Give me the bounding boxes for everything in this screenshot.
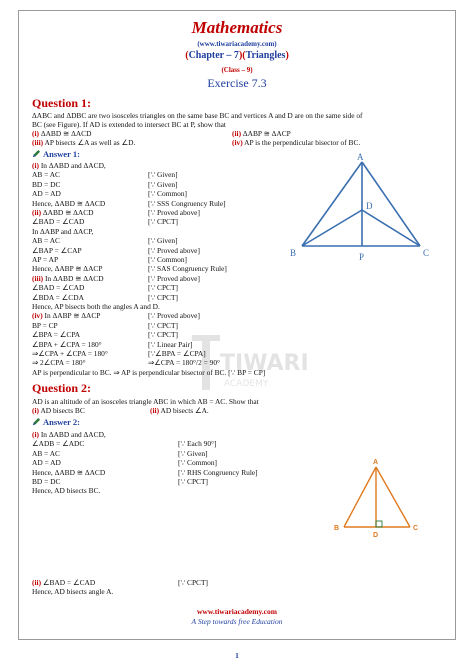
figure-2-label-a: A xyxy=(373,459,379,466)
question-2-text: AD is an altitude of an isosceles triangle ABC in which AB = AC. Show that xyxy=(32,397,259,406)
proof-reason: [∵ Proved above] xyxy=(148,311,200,321)
part-label: (iv) xyxy=(232,138,243,147)
answer-label: Answer 1: xyxy=(43,149,80,159)
proof-statement xyxy=(32,208,93,217)
question-1-heading: Question 1: xyxy=(32,96,92,110)
statement-text: ∠BPA = ∠CPA xyxy=(32,330,81,340)
statement-text: Hence, ΔABD ≅ ΔACD xyxy=(32,467,106,477)
part-label: (iv) xyxy=(32,311,43,321)
statement-text: Hence, AD bisects BC. xyxy=(32,486,101,496)
proof-reason: [∵∠BPA = ∠CPA] xyxy=(148,349,206,358)
statement-text: Hence, ΔABP ≅ ΔACP xyxy=(32,264,103,274)
statement-text: ⇒ 2∠CPA = 180° xyxy=(32,358,86,368)
right-angle-mark xyxy=(376,521,382,527)
statement-text: Hence, AD bisects angle A. xyxy=(32,587,114,597)
proof-statement xyxy=(32,161,106,170)
proof-statement xyxy=(32,340,102,349)
part-text: AP bisects ∠A as well as ∠D. xyxy=(44,138,136,147)
figure-1-label-a: A xyxy=(357,152,364,162)
proof-reason: [∵ Proved above] xyxy=(148,208,200,217)
statement-text: AB = AC xyxy=(32,236,60,246)
proof-reason: [∵ RHS Congruency Rule] xyxy=(178,467,258,477)
proof-reason: [∵ Given] xyxy=(178,448,208,458)
figure-1-label-b: B xyxy=(290,248,297,258)
exercise-heading: Exercise 7.3 xyxy=(207,76,267,90)
statement-text: In ΔABD and ΔACD, xyxy=(38,430,106,439)
proof-statement xyxy=(32,189,61,198)
proof-statement xyxy=(32,236,60,245)
statement-text: ∠BAD = ∠CAD xyxy=(41,578,96,587)
proof-statement xyxy=(32,578,95,587)
proof-statement xyxy=(32,302,160,311)
proof-statement xyxy=(32,255,58,264)
footer-site: www.tiwariacademy.com xyxy=(197,607,277,616)
question-1-part-i xyxy=(32,129,91,138)
question-1-text-line2: BC (see Figure). If AD is extended to intersect BC at P, show that xyxy=(32,120,226,129)
proof-reason: [∵ Given] xyxy=(148,236,178,246)
statement-text: BD = DC xyxy=(32,179,61,189)
answer-label: Answer 2: xyxy=(43,417,80,427)
proof-statement xyxy=(32,587,113,596)
proof-statement xyxy=(32,358,86,367)
part-label: (i) xyxy=(32,129,39,138)
part-label: (i) xyxy=(32,430,39,439)
part-label: (iii) xyxy=(32,138,44,147)
proof-reason: [∵ Linear Pair] xyxy=(148,339,193,349)
line-ab xyxy=(344,467,376,527)
part-text: AP is the perpendicular bisector of BC. xyxy=(244,138,361,147)
answer-1-heading xyxy=(32,149,80,159)
proof-reason: [∵ CPCT] xyxy=(148,283,178,293)
proof-statement xyxy=(32,430,106,439)
proof-statement xyxy=(32,170,60,179)
statement-text: ∠ADB = ∠ADC xyxy=(32,439,85,449)
pencil-icon xyxy=(32,418,41,426)
proof-reason: [∵ Given] xyxy=(148,170,178,180)
statement-text: ΔABD ≅ ΔACD xyxy=(41,208,94,217)
statement-text: ⇒∠CPA + ∠CPA = 180° xyxy=(32,349,108,358)
part-label: (ii) xyxy=(232,129,242,138)
question-1-text-line1: ΔABC and ΔDBC are two isosceles triangles on the same base BC and vertices A and D are on the same side of xyxy=(32,111,363,120)
part-label: (ii) xyxy=(32,578,42,587)
proof-statement xyxy=(32,180,60,189)
proof-statement xyxy=(32,264,102,273)
question-1-part-ii xyxy=(232,129,291,138)
proof-statement xyxy=(32,486,100,495)
proof-statement xyxy=(32,227,93,236)
page-title: Mathematics xyxy=(191,18,283,37)
part-text: ΔABD ≅ ΔACD xyxy=(40,129,92,138)
line-cd xyxy=(362,210,420,246)
statement-text: AB = AC xyxy=(32,170,60,180)
proof-statement xyxy=(32,477,60,486)
proof-reason: [∵ CPCT] xyxy=(148,217,178,227)
chapter-heading xyxy=(0,50,474,61)
proof-statement xyxy=(32,274,104,283)
part-label: (iii) xyxy=(32,273,44,283)
proof-statement xyxy=(32,321,58,330)
statement-text: ∠BAD = ∠CAD xyxy=(32,217,85,227)
figure-2-label-b: B xyxy=(334,525,340,532)
proof-reason: [∵ SSS Congruency Rule] xyxy=(148,198,226,208)
figure-1-triangles xyxy=(282,152,432,264)
watermark-subtext: ACADEMY xyxy=(224,379,269,389)
proof-statement xyxy=(32,283,84,292)
statement-text: ∠BAD = ∠CAD xyxy=(32,283,85,293)
proof-reason: [∵ Proved above] xyxy=(148,245,200,255)
proof-reason: [∵ Common] xyxy=(148,189,187,199)
part-label: (i) xyxy=(32,406,39,415)
statement-text: ∠BAP = ∠CAP xyxy=(32,245,82,255)
proof-statement xyxy=(32,199,105,208)
statement-text: In ΔABP and ΔACP, xyxy=(32,226,94,236)
statement-text: Hence, AP bisects both the angles A and D. xyxy=(32,302,160,311)
proof-statement xyxy=(32,449,60,458)
question-1-part-iii xyxy=(32,138,135,147)
footer-tagline: A Step towards free Education xyxy=(191,617,283,626)
statement-text: Hence, ΔABD ≅ ΔACD xyxy=(32,198,106,208)
proof-reason: [∵ Given] xyxy=(148,179,178,189)
page-number: 1 xyxy=(235,651,239,660)
statement-text: BD = DC xyxy=(32,477,61,486)
chapter-number: Chapter – 7 xyxy=(188,50,239,61)
proof-statement xyxy=(32,439,84,448)
answer-2-heading xyxy=(32,417,80,427)
question-2-part-ii xyxy=(150,406,209,415)
part-label: (ii) xyxy=(32,208,42,217)
class-label: (Class – 9) xyxy=(221,66,253,74)
figure-2-triangle xyxy=(330,455,430,541)
proof-statement xyxy=(32,468,105,477)
proof-statement xyxy=(32,293,84,302)
proof-reason: [∵ Common] xyxy=(178,458,217,468)
proof-reason: [∵ SAS Congruency Rule] xyxy=(148,264,227,274)
line-bd xyxy=(302,210,362,246)
statement-text: AB = AC xyxy=(32,448,60,458)
part-label: (i) xyxy=(32,161,39,170)
statement-text: AD = AD xyxy=(32,458,61,468)
figure-1-label-c: C xyxy=(423,248,430,258)
proof-reason: [∵ CPCT] xyxy=(148,330,178,340)
chapter-topic: Triangles xyxy=(245,50,286,61)
part-text: AD bisects BC xyxy=(40,406,85,415)
answer-1-conclusion: AP is perpendicular to BC. ⇒ AP is perpendicular bisector of BC. [∵ BP = CP] xyxy=(32,368,266,377)
proof-statement xyxy=(32,217,84,226)
statement-text: BP = CP xyxy=(32,320,58,330)
proof-statement xyxy=(32,458,61,467)
proof-statement xyxy=(32,311,100,320)
line-ac xyxy=(376,467,410,527)
question-2-part-i xyxy=(32,406,85,415)
proof-reason: [∵ CPCT] xyxy=(148,320,178,330)
figure-2-label-d: D xyxy=(373,532,379,539)
proof-reason: [∵ Common] xyxy=(148,255,187,264)
proof-reason: [∵ Each 90°] xyxy=(178,439,217,449)
statement-text: ∠BPA + ∠CPA = 180° xyxy=(32,339,102,349)
proof-statement xyxy=(32,349,108,358)
statement-text: ∠BDA = ∠CDA xyxy=(32,292,84,302)
figure-1-label-d: D xyxy=(366,201,373,211)
proof-reason: [∵ CPCT] xyxy=(178,477,208,486)
watermark-text: TIWARI xyxy=(220,351,309,376)
site-url: (www.tiwariacademy.com) xyxy=(197,40,277,48)
line-ab xyxy=(302,162,362,246)
proof-reason: [∵ Proved above] xyxy=(148,273,200,283)
proof-reason: [∵ CPCT] xyxy=(178,578,208,587)
figure-1-label-p: P xyxy=(359,252,365,262)
proof-reason: ⇒∠CPA = 180°/2 = 90° xyxy=(148,358,220,368)
part-label: (ii) xyxy=(150,406,160,415)
question-1-part-iv xyxy=(232,138,360,147)
part-text: ΔABP ≅ ΔACP xyxy=(242,129,291,138)
statement-text: In ΔABP ≅ ΔACP xyxy=(42,311,101,321)
chapter-paren-close: ) xyxy=(285,50,289,61)
statement-text: AP = AP xyxy=(32,255,59,264)
question-2-heading: Question 2: xyxy=(32,381,92,395)
part-text: AD bisects ∠A. xyxy=(160,406,209,415)
statement-text: In ΔABD ≅ ΔACD xyxy=(43,273,104,283)
proof-statement xyxy=(32,330,80,339)
chapter-paren-mid: )( xyxy=(238,50,246,61)
figure-2-label-c: C xyxy=(413,525,419,532)
statement-text: AD = AD xyxy=(32,189,61,199)
proof-statement xyxy=(32,246,82,255)
statement-text: In ΔABD and ΔACD, xyxy=(38,161,106,170)
pencil-icon xyxy=(32,150,41,158)
chapter-paren-open: ( xyxy=(185,50,189,61)
proof-reason: [∵ CPCT] xyxy=(148,292,178,302)
